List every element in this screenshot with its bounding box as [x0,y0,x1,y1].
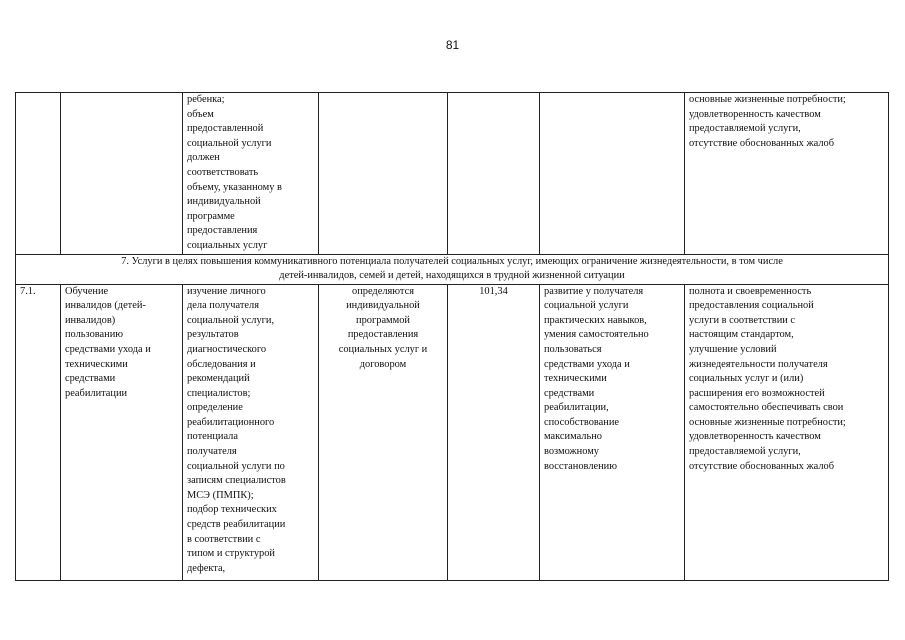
cell-description: ребенка; объем предоставленной социальной услуги должен соответствовать объему, указанному в индивидуальной программе предоставления социальных услуг [183,93,319,255]
page-number: 81 [445,38,460,52]
cell-tariff [448,93,540,255]
section-header: 7. Услуги в целях повышения коммуникативного потенциала получателей социальных услуг, имеющих ограничение жизнедеятельности, в том числе детей-инвалидов, семей и детей, находящихся в трудной жизненной ситуации [16,254,889,284]
cell-name [61,93,183,255]
item-quality: полнота и своевременность предоставления социальной услуги в соответствии с настоящим стандартом, улучшение условий жизнедеятельности получателя социальных услуг и (или) расширения его возможностей самостоятельно обеспечивать свои основные жизненные потребности; удовлетворенность качеством предоставляемой услуги, отсутствие обоснованных жалоб [685,284,889,580]
item-name: Обучение инвалидов (детей- инвалидов) пользованию средствами ухода и техническими средствами реабилитации [61,284,183,580]
section-header-row [16,254,889,284]
cell-conditions [540,93,685,255]
cell-number [16,93,61,255]
item-number: 7.1. [16,284,61,580]
item-description: изучение личного дела получателя социальной услуги, результатов диагностического обследования и рекомендаций специалистов; определение реабилитационного потенциала получателя социальной услуги по записям специалистов МСЭ (ПМПК); подбор технических средств реабилитации в соответствии с типом и структурой дефекта, [183,284,319,580]
cell-volume [319,93,448,255]
services-table [15,92,889,581]
item-tariff: 101,34 [448,284,540,580]
item-volume: определяются индивидуальной программой предоставления социальных услуг и договором [319,284,448,580]
item-conditions: развитие у получателя социальной услуги практических навыков, умения самостоятельно пользоваться средствами ухода и техническими средствами реабилитации, способствование максимально возможному восстановлению [540,284,685,580]
continuation-row [16,93,889,255]
item-row [16,284,889,580]
cell-quality: основные жизненные потребности; удовлетворенность качеством предоставляемой услуги, отсутствие обоснованных жалоб [685,93,889,255]
